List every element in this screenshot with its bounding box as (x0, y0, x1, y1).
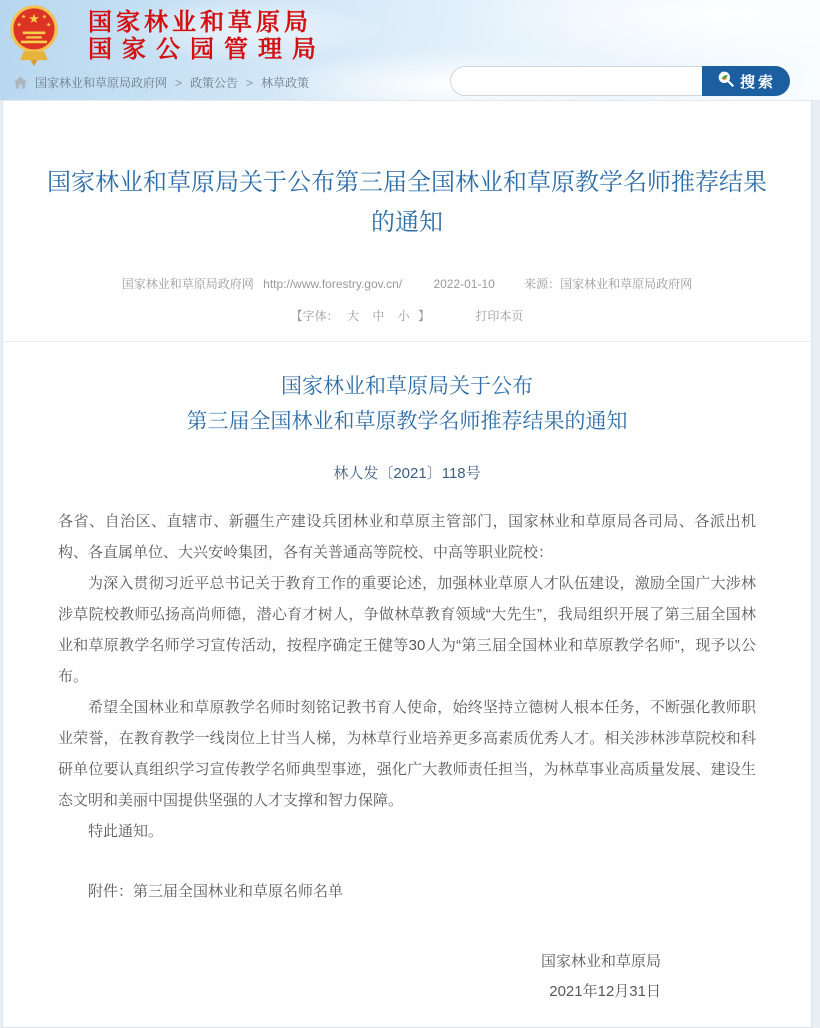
meta-source-label: 来源：国家林业和草原局政府网 (524, 277, 693, 291)
org-name-line2: 国家公园管理局 (88, 36, 326, 63)
notice-document (3, 369, 811, 1007)
font-size-small-button[interactable]: 小 (397, 309, 410, 323)
org-name-line1: 国家林业和草原局 (88, 9, 312, 36)
search-button[interactable] (702, 66, 790, 96)
document-title-line2: 第三届全国林业和草原教学名师推荐结果的通知 (186, 410, 628, 433)
document-title-line1: 国家林业和草原局关于公布 (281, 375, 533, 398)
page-title: 国家林业和草原局关于公布第三届全国林业和草原教学名师推荐结果的通知 (47, 169, 767, 236)
document-number: 林人发〔2021〕118号 (333, 465, 481, 482)
home-icon[interactable] (13, 75, 28, 90)
breadcrumb-separator: > (246, 75, 254, 90)
document-title (58, 369, 756, 439)
meta-publish-date: 2022-01-10 (433, 277, 495, 291)
search-input[interactable] (450, 66, 702, 96)
site-org-names (88, 9, 326, 63)
content-panel (2, 100, 812, 1028)
paragraph-closing: 特此通知。 (88, 823, 164, 840)
font-size-medium-button[interactable]: 中 (372, 309, 385, 323)
paragraph-announcement: 为深入贯彻习近平总书记关于教育工作的重要论述，加强林业草原人才队伍建设，激励全国广大涉林涉草院校教师弘扬高尚师德，潜心育才树人，争做林草教育领域“大先生”，我局组织开展了第三届全国林业和草原教学名师学习宣传活动，按程序确定王健等30人为“第三届全国林业和草原教学名师”，现予以公布。 (58, 575, 756, 685)
svg-text:★: ★ (28, 10, 40, 26)
font-size-large-button[interactable]: 大 (346, 309, 359, 323)
font-size-label-suffix: 】 (418, 309, 431, 323)
breadcrumb-item-policy-notices[interactable]: 政策公告 (190, 76, 239, 90)
search-icon (716, 69, 736, 93)
article-meta (3, 275, 811, 292)
meta-source-site: 国家林业和草原局政府网 (121, 277, 254, 291)
meta-source-url: http://www.forestry.gov.cn/ (263, 277, 403, 291)
signature-date: 2021年12月31日 (549, 983, 661, 1000)
search-bar (450, 66, 790, 96)
paragraph-expectations: 希望全国林业和草原教学名师时刻铭记教书育人使命，始终坚持立德树人根本任务，不断强化教师职业荣誉，在教育教学一线岗位上甘当人梯，为林草行业培养更多高素质优秀人才。相关涉林涉草院校和科研单位要认真组织学习宣传教学名师典型事迹，强化广大教师责任担当，为林草事业高质量发展、建设生态文明和美丽中国提供坚强的人才支撑和智力保障。 (58, 699, 756, 809)
breadcrumb (13, 74, 309, 91)
breadcrumb-separator: > (175, 75, 183, 90)
breadcrumb-item-site[interactable]: 国家林业和草原局政府网 (35, 76, 168, 90)
site-header (0, 0, 820, 100)
signature-org: 国家林业和草原局 (540, 953, 661, 970)
search-button-label: 搜索 (739, 73, 776, 91)
paragraph-addressees: 各省、自治区、直辖市、新疆生产建设兵团林业和草原主管部门，国家林业和草原局各司局、各派出机构、各直属单位、大兴安岭集团，各有关普通高等院校、中高等职业院校： (58, 513, 756, 561)
svg-text:★: ★ (20, 14, 27, 21)
national-emblem-logo (8, 2, 60, 73)
svg-text:★: ★ (46, 22, 52, 29)
font-toolbar (3, 307, 811, 324)
document-body (58, 506, 756, 847)
signature-block (58, 947, 756, 1007)
print-page-button[interactable]: 打印本页 (475, 309, 524, 323)
svg-text:★: ★ (16, 22, 22, 29)
attachment-link[interactable]: 附件：第三届全国林业和草原名师名单 (88, 883, 344, 900)
breadcrumb-item-forest-grass-policy[interactable]: 林草政策 (261, 76, 310, 90)
svg-text:★: ★ (41, 14, 48, 21)
font-size-label-prefix: 【字体： (290, 309, 339, 323)
header-divider (3, 341, 811, 342)
